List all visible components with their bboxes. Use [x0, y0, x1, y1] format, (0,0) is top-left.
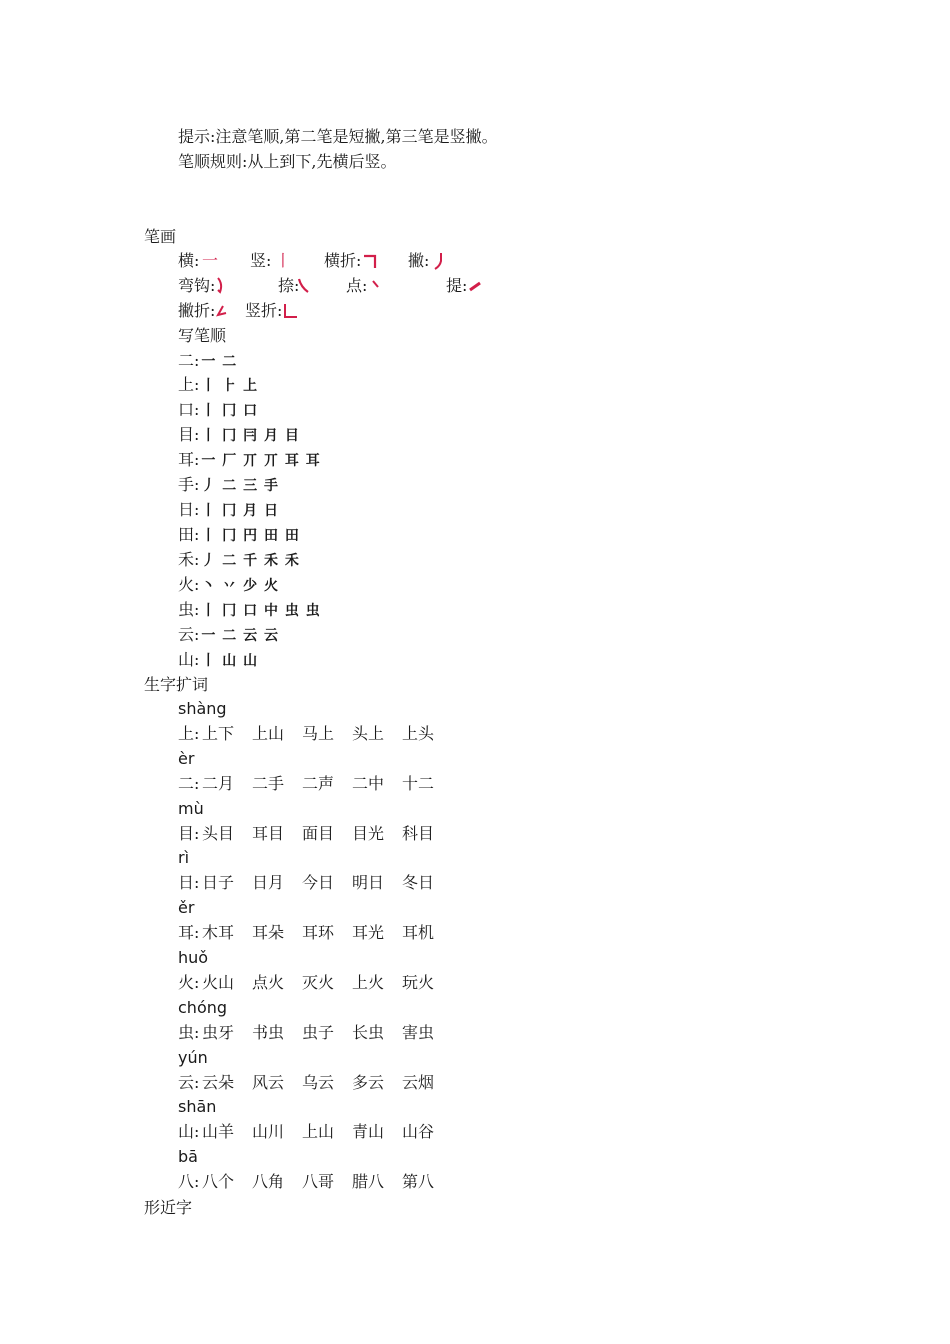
word-item: 马上 [302, 724, 335, 743]
order-sequence: 丨 冂 口 中 虫 虫 [201, 603, 321, 619]
word-item: 青山 [352, 1122, 385, 1141]
tip-line-1: 提示:注意笔顺,第二笔是短撇,第三笔是竖撇。 [178, 127, 498, 146]
order-char: 目: [178, 425, 200, 444]
order-sequence: 丨 冂 冃 月 目 [201, 428, 300, 444]
pinyin-line: chóng [178, 998, 228, 1017]
stroke-row-2 [178, 276, 498, 296]
word-char: 虫: [178, 1023, 200, 1042]
word-char: 山: [178, 1122, 200, 1141]
stroke-row-3 [178, 301, 378, 321]
word-item: 耳目 [252, 824, 285, 843]
word-item: 科目 [402, 824, 435, 843]
word-item: 明日 [352, 873, 385, 892]
word-item: 二中 [352, 774, 385, 793]
order-sequence: 丨 山 山 [201, 653, 259, 669]
stroke-label-shu: 竖: [250, 251, 272, 270]
order-sequence: 丶 丷 少 火 [201, 578, 280, 594]
word-item: 腊八 [352, 1172, 385, 1191]
pinyin-line: ěr [178, 898, 195, 917]
word-line [178, 724, 452, 744]
order-char: 田: [178, 525, 200, 544]
word-item: 木耳 [202, 923, 235, 942]
order-char: 山: [178, 650, 200, 669]
word-char: 二: [178, 774, 200, 793]
word-char: 火: [178, 973, 200, 992]
stroke-order-row [178, 425, 300, 445]
tip-line-2: 笔顺规则:从上到下,先横后竖。 [178, 152, 397, 171]
word-item: 十二 [402, 774, 435, 793]
word-item: 上山 [252, 724, 285, 743]
pinyin-line: yún [178, 1048, 208, 1067]
pinyin-line: mù [178, 799, 204, 818]
stroke-glyph-shu: 丨 [275, 251, 292, 270]
word-line [178, 973, 452, 993]
word-item: 日子 [202, 873, 235, 892]
order-sequence: 一 二 [201, 354, 238, 370]
word-item: 虫子 [302, 1023, 335, 1042]
stroke-order-row [178, 525, 300, 545]
stroke-order-row [178, 500, 279, 520]
word-item: 耳朵 [252, 923, 285, 942]
word-item: 二手 [252, 774, 285, 793]
word-item: 火山 [202, 973, 235, 992]
stroke-row-1 [178, 251, 478, 271]
order-char: 耳: [178, 450, 200, 469]
order-char: 上: [178, 375, 200, 394]
shuzhe-stroke-icon [282, 302, 298, 320]
word-item: 目光 [352, 824, 385, 843]
word-item: 面目 [302, 824, 335, 843]
ti-stroke-icon [468, 277, 482, 295]
word-item: 多云 [352, 1073, 385, 1092]
word-item: 头目 [202, 824, 235, 843]
stroke-order-row [178, 550, 300, 570]
stroke-label-heng: 横: [178, 251, 200, 270]
word-item: 今日 [302, 873, 335, 892]
order-sequence: 丨 ⺊ 上 [201, 378, 259, 394]
stroke-order-row [178, 351, 237, 371]
word-char: 上: [178, 724, 200, 743]
word-item: 冬日 [402, 873, 435, 892]
word-item: 灭火 [302, 973, 335, 992]
hengzhe-stroke-icon [362, 252, 378, 270]
word-line [178, 774, 452, 794]
stroke-order-row [178, 575, 279, 595]
pinyin-line: shàng [178, 699, 227, 718]
word-item: 二声 [302, 774, 335, 793]
order-char: 火: [178, 575, 200, 594]
word-item: 玩火 [402, 973, 435, 992]
word-item: 耳环 [302, 923, 335, 942]
word-item: 上头 [402, 724, 435, 743]
order-sequence: 一 厂 丌 丌 耳 耳 [201, 453, 321, 469]
word-char: 目: [178, 824, 200, 843]
order-char: 虫: [178, 600, 200, 619]
order-char: 口: [178, 400, 200, 419]
word-line [178, 824, 452, 844]
pinyin-line: èr [178, 749, 195, 768]
pinyin-line: huǒ [178, 948, 209, 967]
stroke-label-piezhe: 撇折: [178, 301, 216, 320]
word-char: 八: [178, 1172, 200, 1191]
stroke-order-row [178, 375, 258, 395]
order-sequence: 丿 二 千 禾 禾 [201, 553, 300, 569]
word-item: 山川 [252, 1122, 285, 1141]
word-line [178, 1023, 452, 1043]
order-sequence: 丨 冂 円 田 田 [201, 528, 300, 544]
word-item: 八哥 [302, 1172, 335, 1191]
word-item: 虫牙 [202, 1023, 235, 1042]
stroke-order-row [178, 625, 279, 645]
word-item: 长虫 [352, 1023, 385, 1042]
stroke-label-na: 捺: [278, 276, 300, 295]
word-item: 头上 [352, 724, 385, 743]
wangou-stroke-icon [216, 277, 226, 295]
word-item: 点火 [252, 973, 285, 992]
word-item: 日月 [252, 873, 285, 892]
word-item: 云朵 [202, 1073, 235, 1092]
pinyin-line: bā [178, 1147, 198, 1166]
word-item: 二月 [202, 774, 235, 793]
word-line [178, 1073, 452, 1093]
word-line [178, 1122, 452, 1142]
word-char: 耳: [178, 923, 200, 942]
stroke-order-row [178, 400, 258, 420]
piezhe-stroke-icon [216, 302, 228, 320]
strokes-heading: 笔画 [144, 227, 177, 246]
word-line [178, 923, 452, 943]
pie-stroke-icon [432, 252, 444, 270]
stroke-order-heading: 写笔顺 [178, 326, 227, 345]
similar-chars-heading: 形近字 [144, 1198, 193, 1217]
dian-stroke-icon [371, 277, 381, 295]
order-sequence: 丨 冂 月 日 [201, 503, 280, 519]
order-char: 二: [178, 351, 200, 370]
order-char: 日: [178, 500, 200, 519]
stroke-label-dian: 点: [346, 276, 368, 295]
word-item: 八角 [252, 1172, 285, 1191]
stroke-order-row [178, 600, 321, 620]
word-item: 风云 [252, 1073, 285, 1092]
order-sequence: 一 二 云 云 [201, 628, 280, 644]
word-item: 云烟 [402, 1073, 435, 1092]
word-item: 八个 [202, 1172, 235, 1191]
stroke-label-shuzhe: 竖折: [245, 301, 283, 320]
word-item: 第八 [402, 1172, 435, 1191]
word-char: 日: [178, 873, 200, 892]
word-item: 上火 [352, 973, 385, 992]
pinyin-line: shān [178, 1097, 217, 1116]
na-stroke-icon [296, 277, 310, 295]
word-item: 书虫 [252, 1023, 285, 1042]
stroke-glyph-heng: 一 [202, 251, 219, 270]
word-item: 上下 [202, 724, 235, 743]
order-char: 手: [178, 475, 200, 494]
word-item: 耳光 [352, 923, 385, 942]
stroke-order-row [178, 650, 258, 670]
word-item: 害虫 [402, 1023, 435, 1042]
order-sequence: 丨 冂 口 [201, 403, 259, 419]
pinyin-line: rì [178, 848, 190, 867]
order-char: 禾: [178, 550, 200, 569]
stroke-label-hengzhe: 横折: [324, 251, 362, 270]
word-line [178, 1172, 452, 1192]
order-sequence: 丿 二 三 手 [201, 478, 280, 494]
word-item: 上山 [302, 1122, 335, 1141]
word-char: 云: [178, 1073, 200, 1092]
word-item: 山羊 [202, 1122, 235, 1141]
word-expansion-heading: 生字扩词 [144, 675, 209, 694]
word-item: 乌云 [302, 1073, 335, 1092]
stroke-order-row [178, 475, 279, 495]
stroke-label-wangou: 弯钩: [178, 276, 216, 295]
word-item: 山谷 [402, 1122, 435, 1141]
stroke-label-pie: 撇: [408, 251, 430, 270]
word-line [178, 873, 452, 893]
stroke-order-row [178, 450, 321, 470]
order-char: 云: [178, 625, 200, 644]
word-item: 耳机 [402, 923, 435, 942]
stroke-label-ti: 提: [446, 276, 468, 295]
